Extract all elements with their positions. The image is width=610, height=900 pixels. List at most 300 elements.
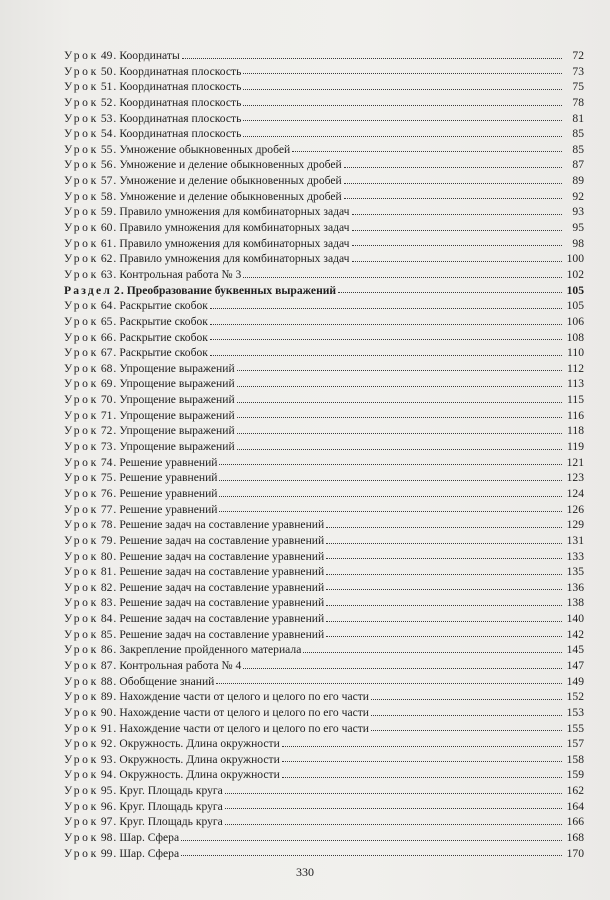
- toc-entry-separator: .: [113, 408, 117, 422]
- toc-entry-number: 88: [100, 674, 113, 688]
- toc-entry-separator: .: [113, 221, 117, 235]
- toc-entry-title: Упрощение выражений: [119, 440, 235, 454]
- toc-entry-separator: .: [113, 721, 117, 735]
- toc-entry-number: 72: [100, 424, 113, 438]
- toc-row: [64, 236, 584, 252]
- toc-entry-label: Урок: [64, 533, 99, 547]
- toc-entry-label: Урок: [64, 267, 99, 281]
- toc-row: [64, 783, 584, 799]
- toc-entry-label: Урок: [64, 252, 99, 266]
- toc-entry-page: 87: [572, 158, 584, 172]
- toc-entry-title: Умножение и деление обыкновенных дробей: [119, 174, 342, 188]
- toc-row: [64, 611, 584, 627]
- toc-entry-separator: .: [113, 314, 117, 328]
- toc-entry-number: 89: [100, 690, 113, 704]
- toc-row: [64, 674, 584, 690]
- toc-row: [64, 111, 584, 127]
- toc-entry-number: 70: [100, 393, 113, 407]
- dot-leader: [237, 385, 562, 387]
- toc-entry-title: Координаты: [119, 49, 180, 62]
- toc-entry-label: Урок: [64, 580, 99, 594]
- dot-leader: [326, 604, 562, 606]
- toc-entry-title: Координатная плоскость: [119, 80, 242, 94]
- toc-entry-title: Раскрытие скобок: [119, 330, 208, 344]
- toc-row: [64, 439, 584, 455]
- toc-row: [64, 721, 584, 737]
- toc-row: [64, 814, 584, 830]
- dot-leader: [371, 714, 562, 716]
- dot-leader: [243, 135, 562, 137]
- dot-leader: [352, 244, 563, 246]
- toc-row: [64, 767, 584, 783]
- toc-entry-number: 49: [100, 49, 113, 62]
- toc-row: [64, 126, 584, 142]
- toc-entry-page: 92: [572, 189, 584, 203]
- toc-entry-separator: .: [113, 752, 117, 766]
- toc-entry-number: 59: [100, 205, 113, 219]
- toc-entry-page: 78: [572, 95, 584, 109]
- toc-entry-separator: .: [113, 158, 117, 172]
- dot-leader: [282, 760, 562, 762]
- toc-entry-label: Урок: [64, 799, 99, 813]
- toc-entry-number: 60: [100, 221, 113, 235]
- toc-entry-label: Урок: [64, 314, 99, 328]
- toc-row: [64, 142, 584, 158]
- toc-entry-label: Урок: [64, 658, 99, 672]
- toc-entry-separator: .: [113, 549, 117, 563]
- dot-leader: [338, 291, 562, 293]
- toc-entry-title: Круг. Площадь круга: [119, 784, 223, 798]
- toc-entry-label: Урок: [64, 80, 99, 94]
- toc-row: [64, 455, 584, 471]
- toc-entry-title: Умножение и деление обыкновенных дробей: [119, 189, 342, 203]
- toc-entry-title: Упрощение выражений: [119, 377, 235, 391]
- toc-entry-number: 52: [100, 95, 113, 109]
- toc-entry-page: 112: [567, 361, 584, 375]
- toc-row: [64, 423, 584, 439]
- toc-row: [64, 752, 584, 768]
- dot-leader: [326, 588, 562, 590]
- dot-leader: [237, 401, 562, 403]
- toc-entry-number: 58: [100, 189, 113, 203]
- toc-entry-separator: .: [113, 361, 117, 375]
- toc-entry-separator: .: [120, 283, 124, 297]
- toc-entry-number: 77: [100, 502, 113, 516]
- toc-entry-separator: .: [113, 236, 117, 250]
- toc-entry-label: Урок: [64, 377, 99, 391]
- toc-row: [64, 642, 584, 658]
- toc-entry-separator: .: [113, 205, 117, 219]
- toc-entry-title: Решение задач на составление уравнений: [119, 549, 325, 563]
- toc-entry-page: 89: [572, 174, 584, 188]
- toc-entry-label: Урок: [64, 549, 99, 563]
- toc-entry-page: 147: [566, 658, 584, 672]
- toc-entry-page: 115: [567, 393, 584, 407]
- toc-entry-title: Решение уравнений: [119, 471, 218, 485]
- dot-leader: [210, 338, 562, 340]
- toc-entry-number: 50: [100, 64, 113, 78]
- toc-entry-title: Нахождение части от целого и целого по его части: [119, 690, 370, 704]
- toc-entry-page: 158: [566, 752, 584, 766]
- dot-leader: [326, 620, 562, 622]
- toc-row: [64, 486, 584, 502]
- toc-entry-label: Раздел: [64, 283, 113, 297]
- toc-entry-title: Преобразование буквенных выражений: [126, 283, 337, 297]
- toc-entry-page: 145: [566, 643, 584, 657]
- toc-entry-label: Урок: [64, 174, 99, 188]
- toc-entry-number: 74: [100, 455, 113, 469]
- toc-entry-label: Урок: [64, 846, 99, 860]
- toc-entry-page: 116: [567, 408, 584, 422]
- toc-entry-separator: .: [113, 486, 117, 500]
- toc-entry-separator: .: [113, 502, 117, 516]
- toc-entry-number: 76: [100, 486, 113, 500]
- toc-entry-number: 93: [100, 752, 113, 766]
- toc-entry-page: 140: [566, 612, 584, 626]
- toc-entry-page: 73: [572, 64, 584, 78]
- toc-entry-label: Урок: [64, 690, 99, 704]
- toc-entry-page: 159: [566, 768, 584, 782]
- toc-entry-title: Упрощение выражений: [119, 361, 235, 375]
- toc-entry-label: Урок: [64, 721, 99, 735]
- toc-entry-label: Урок: [64, 502, 99, 516]
- dot-leader: [303, 651, 562, 653]
- toc-row: [64, 549, 584, 565]
- toc-entry-page: 164: [566, 799, 584, 813]
- dot-leader: [237, 369, 562, 371]
- dot-leader: [326, 573, 562, 575]
- dot-leader: [225, 792, 562, 794]
- toc-entry-title: Умножение и деление обыкновенных дробей: [119, 158, 342, 172]
- toc-entry-title: Раскрытие скобок: [119, 346, 208, 360]
- toc-entry-number: 75: [100, 471, 113, 485]
- dot-leader: [344, 166, 562, 168]
- dot-leader: [243, 88, 562, 90]
- toc-entry-page: 85: [572, 142, 584, 156]
- toc-entry-separator: .: [113, 658, 117, 672]
- toc-entry-number: 82: [100, 580, 113, 594]
- toc-entry-page: 105: [566, 299, 584, 313]
- toc-entry-page: 149: [566, 674, 584, 688]
- toc-entry-label: Урок: [64, 142, 99, 156]
- toc-entry-page: 113: [567, 377, 584, 391]
- toc-entry-separator: .: [113, 674, 117, 688]
- toc-entry-title: Координатная плоскость: [119, 95, 242, 109]
- toc-entry-label: Урок: [64, 831, 99, 845]
- toc-entry-number: 98: [100, 831, 113, 845]
- toc-entry-title: Решение уравнений: [119, 486, 218, 500]
- toc-entry-page: 152: [566, 690, 584, 704]
- dot-leader: [243, 119, 562, 121]
- toc-entry-title: Упрощение выражений: [119, 393, 235, 407]
- toc-row: [64, 595, 584, 611]
- toc-entry-number: 73: [100, 440, 113, 454]
- toc-row: [64, 220, 584, 236]
- toc-entry-separator: .: [113, 705, 117, 719]
- toc-entry-title: Упрощение выражений: [119, 424, 235, 438]
- toc-entry-separator: .: [113, 49, 117, 62]
- toc-entry-page: 168: [566, 831, 584, 845]
- toc-row: [64, 830, 584, 846]
- dot-leader: [219, 479, 562, 481]
- toc-row: [64, 298, 584, 314]
- dot-leader: [371, 698, 562, 700]
- toc-entry-number: 64: [100, 299, 113, 313]
- toc-entry-label: Урок: [64, 784, 99, 798]
- dot-leader: [237, 448, 562, 450]
- toc-row: [64, 267, 584, 283]
- toc-entry-page: 85: [572, 127, 584, 141]
- toc-entry-separator: .: [113, 768, 117, 782]
- toc-entry-separator: .: [113, 424, 117, 438]
- toc-entry-page: 157: [566, 737, 584, 751]
- toc-entry-page: 106: [566, 314, 584, 328]
- dot-leader: [181, 839, 562, 841]
- toc-entry-label: Урок: [64, 205, 99, 219]
- toc-entry-title: Правило умножения для комбинаторных задач: [119, 252, 350, 266]
- toc-entry-page: 142: [566, 627, 584, 641]
- dot-leader: [225, 807, 562, 809]
- toc-entry-number: 54: [100, 127, 113, 141]
- toc-entry-label: Урок: [64, 111, 99, 125]
- toc-entry-label: Урок: [64, 440, 99, 454]
- toc-entry-separator: .: [113, 440, 117, 454]
- toc-row: [64, 79, 584, 95]
- dot-leader: [219, 463, 562, 465]
- toc-entry-title: Решение задач на составление уравнений: [119, 518, 325, 532]
- toc-entry-label: Урок: [64, 737, 99, 751]
- toc-entry-title: Решение задач на составление уравнений: [119, 596, 325, 610]
- toc-entry-page: 81: [572, 111, 584, 125]
- toc-row: [64, 361, 584, 377]
- toc-entry-number: 97: [100, 815, 113, 829]
- toc-entry-label: Урок: [64, 674, 99, 688]
- toc-entry-number: 94: [100, 768, 113, 782]
- toc-row: [64, 251, 584, 267]
- toc-entry-page: 121: [566, 455, 584, 469]
- toc-entry-page: 129: [566, 518, 584, 532]
- toc-entry-title: Решение задач на составление уравнений: [119, 612, 325, 626]
- toc-entry-page: 72: [572, 49, 584, 62]
- toc-row: [64, 846, 584, 862]
- toc-entry-title: Круг. Площадь круга: [119, 799, 223, 813]
- toc-entry-label: Урок: [64, 486, 99, 500]
- toc-entry-number: 66: [100, 330, 113, 344]
- toc-entry-title: Координатная плоскость: [119, 127, 242, 141]
- toc-entry-separator: .: [113, 627, 117, 641]
- toc-entry-number: 65: [100, 314, 113, 328]
- dot-leader: [210, 323, 562, 325]
- dot-leader: [210, 307, 562, 309]
- toc-row: [64, 376, 584, 392]
- toc-row: [64, 470, 584, 486]
- toc-entry-page: 123: [566, 471, 584, 485]
- toc-entry-page: 133: [566, 549, 584, 563]
- dot-leader: [326, 557, 562, 559]
- toc-entry-separator: .: [113, 831, 117, 845]
- dot-leader: [219, 510, 562, 512]
- toc-row: [64, 345, 584, 361]
- toc-entry-separator: .: [113, 580, 117, 594]
- toc-entry-number: 51: [100, 80, 113, 94]
- toc-row: [64, 689, 584, 705]
- toc-entry-page: 75: [572, 80, 584, 94]
- toc-row: [64, 48, 584, 64]
- toc-entry-title: Координатная плоскость: [119, 111, 242, 125]
- toc-entry-label: Урок: [64, 518, 99, 532]
- page-number: 330: [296, 865, 314, 879]
- toc-entry-label: Урок: [64, 236, 99, 250]
- toc-entry-number: 84: [100, 612, 113, 626]
- toc-entry-title: Раскрытие скобок: [119, 299, 208, 313]
- toc-entry-label: Урок: [64, 49, 99, 62]
- toc-row: [64, 95, 584, 111]
- toc-row: [64, 705, 584, 721]
- toc-entry-title: Правило умножения для комбинаторных задач: [119, 221, 350, 235]
- toc-row: [64, 204, 584, 220]
- toc-entry-label: Урок: [64, 95, 99, 109]
- toc-entry-title: Нахождение части от целого и целого по его части: [119, 705, 370, 719]
- toc-row: [64, 799, 584, 815]
- table-of-contents: [64, 48, 584, 861]
- toc-row: [64, 502, 584, 518]
- dot-leader: [210, 354, 562, 356]
- toc-entry-number: 57: [100, 174, 113, 188]
- toc-row: [64, 392, 584, 408]
- toc-entry-number: 56: [100, 158, 113, 172]
- toc-entry-separator: .: [113, 377, 117, 391]
- toc-entry-title: Шар. Сфера: [119, 831, 180, 845]
- toc-entry-page: 155: [566, 721, 584, 735]
- toc-entry-number: 92: [100, 737, 113, 751]
- dot-leader: [282, 745, 562, 747]
- toc-entry-title: Правило умножения для комбинаторных задач: [119, 236, 350, 250]
- dot-leader: [243, 276, 562, 278]
- dot-leader: [243, 104, 562, 106]
- toc-entry-page: 126: [566, 502, 584, 516]
- toc-entry-title: Упрощение выражений: [119, 408, 235, 422]
- dot-leader: [326, 526, 562, 528]
- toc-entry-separator: .: [113, 471, 117, 485]
- toc-entry-page: 170: [566, 846, 584, 860]
- toc-entry-separator: .: [113, 612, 117, 626]
- toc-entry-page: 153: [566, 705, 584, 719]
- toc-entry-separator: .: [113, 330, 117, 344]
- toc-entry-label: Урок: [64, 299, 99, 313]
- toc-entry-separator: .: [113, 565, 117, 579]
- toc-entry-number: 63: [100, 267, 113, 281]
- toc-entry-number: 83: [100, 596, 113, 610]
- toc-entry-number: 95: [100, 784, 113, 798]
- toc-entry-number: 53: [100, 111, 113, 125]
- toc-entry-title: Шар. Сфера: [119, 846, 180, 860]
- dot-leader: [225, 823, 562, 825]
- toc-entry-separator: .: [113, 690, 117, 704]
- toc-entry-label: Урок: [64, 455, 99, 469]
- toc-row: [64, 736, 584, 752]
- toc-entry-label: Урок: [64, 346, 99, 360]
- toc-entry-separator: .: [113, 189, 117, 203]
- dot-leader: [237, 416, 562, 418]
- toc-entry-separator: .: [113, 64, 117, 78]
- toc-entry-title: Раскрытие скобок: [119, 314, 208, 328]
- toc-entry-title: Умножение обыкновенных дробей: [119, 142, 291, 156]
- toc-entry-page: 105: [566, 283, 584, 297]
- toc-entry-page: 124: [566, 486, 584, 500]
- toc-entry-page: 118: [567, 424, 584, 438]
- toc-entry-label: Урок: [64, 705, 99, 719]
- toc-entry-number: 71: [100, 408, 113, 422]
- toc-row: [64, 173, 584, 189]
- toc-entry-number: 87: [100, 658, 113, 672]
- toc-entry-title: Окружность. Длина окружности: [119, 737, 280, 751]
- toc-entry-page: 119: [567, 440, 584, 454]
- toc-entry-label: Урок: [64, 64, 99, 78]
- toc-entry-title: Решение задач на составление уравнений: [119, 533, 325, 547]
- toc-entry-page: 110: [567, 346, 584, 360]
- toc-entry-page: 98: [572, 236, 584, 250]
- dot-leader: [243, 72, 562, 74]
- dot-leader: [219, 495, 562, 497]
- toc-entry-number: 85: [100, 627, 113, 641]
- toc-row: [64, 580, 584, 596]
- toc-entry-separator: .: [113, 815, 117, 829]
- toc-entry-title: Круг. Площадь круга: [119, 815, 223, 829]
- toc-entry-separator: .: [113, 846, 117, 860]
- toc-row: [64, 564, 584, 580]
- toc-entry-separator: .: [113, 455, 117, 469]
- toc-entry-separator: .: [113, 111, 117, 125]
- dot-leader: [352, 229, 563, 231]
- toc-entry-page: 93: [572, 205, 584, 219]
- dot-leader: [181, 854, 562, 856]
- toc-entry-page: 108: [566, 330, 584, 344]
- toc-entry-label: Урок: [64, 815, 99, 829]
- toc-entry-separator: .: [113, 252, 117, 266]
- toc-entry-title: Решение задач на составление уравнений: [119, 627, 325, 641]
- dot-leader: [282, 776, 562, 778]
- toc-entry-separator: .: [113, 518, 117, 532]
- toc-entry-label: Урок: [64, 612, 99, 626]
- toc-row: [64, 157, 584, 173]
- toc-entry-label: Урок: [64, 408, 99, 422]
- toc-entry-label: Урок: [64, 424, 99, 438]
- toc-row: [64, 517, 584, 533]
- toc-section-row: [64, 283, 584, 299]
- toc-row: [64, 330, 584, 346]
- toc-entry-label: Урок: [64, 221, 99, 235]
- toc-entry-separator: .: [113, 533, 117, 547]
- dot-leader: [326, 635, 562, 637]
- toc-row: [64, 533, 584, 549]
- toc-entry-label: Урок: [64, 752, 99, 766]
- toc-entry-number: 68: [100, 361, 113, 375]
- toc-entry-title: Решение уравнений: [119, 455, 218, 469]
- toc-entry-number: 69: [100, 377, 113, 391]
- dot-leader: [237, 432, 562, 434]
- toc-entry-number: 55: [100, 142, 113, 156]
- toc-entry-separator: .: [113, 142, 117, 156]
- toc-entry-title: Закрепление пройденного материала: [119, 643, 302, 657]
- dot-leader: [326, 542, 562, 544]
- toc-entry-separator: .: [113, 80, 117, 94]
- toc-row: [64, 64, 584, 80]
- dot-leader: [344, 197, 562, 199]
- toc-entry-separator: .: [113, 737, 117, 751]
- toc-entry-page: 131: [566, 533, 584, 547]
- dot-leader: [182, 57, 562, 59]
- toc-entry-page: 138: [566, 596, 584, 610]
